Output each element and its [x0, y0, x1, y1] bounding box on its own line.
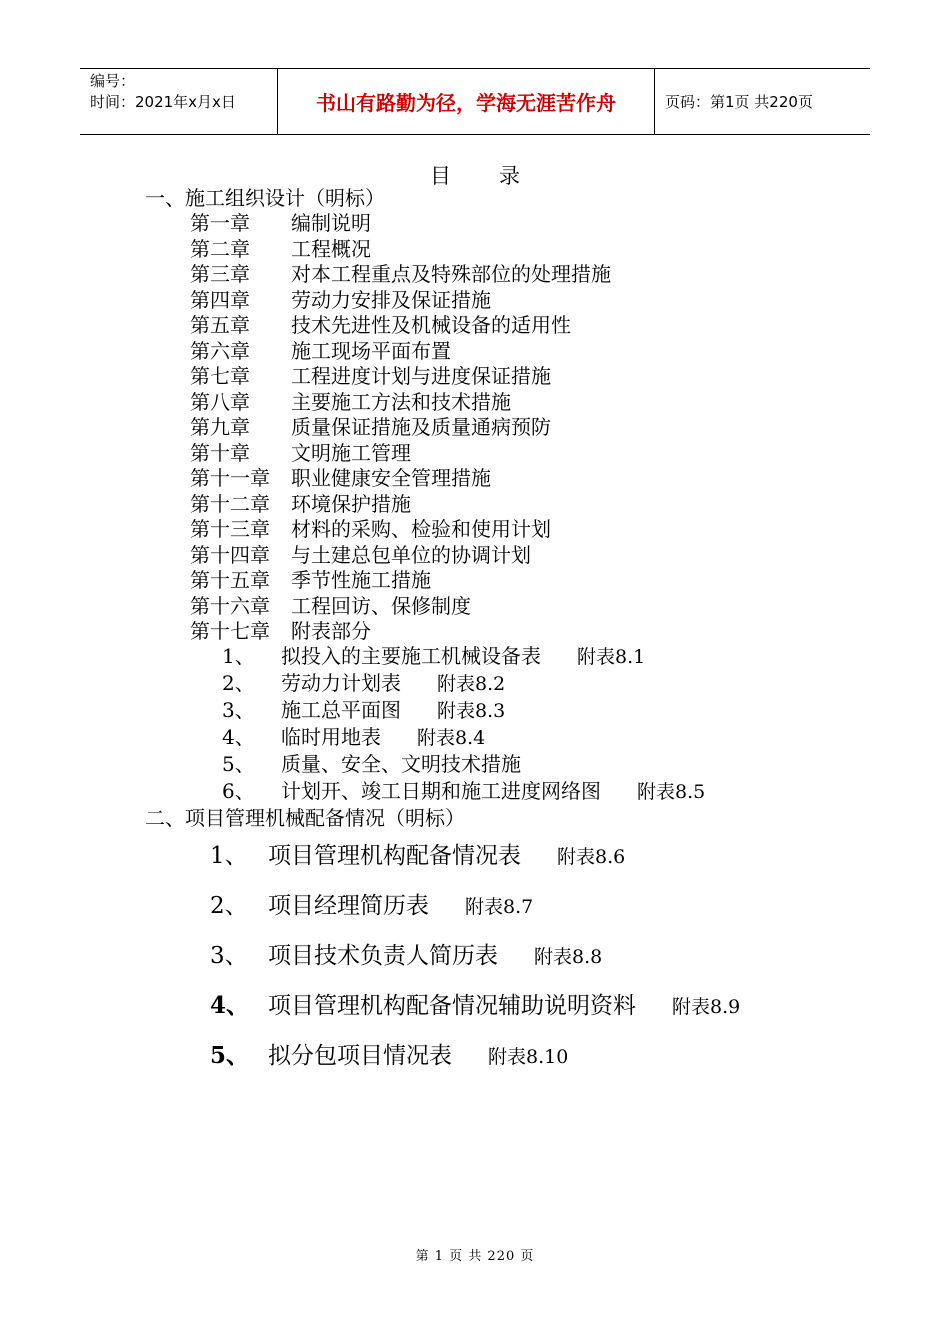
chapter-number: 第六章	[190, 338, 250, 363]
appendix-number: 1、	[222, 644, 255, 668]
chapter-number: 第四章	[190, 287, 250, 312]
chapter-title: 工程概况	[291, 236, 371, 261]
appendix-title	[281, 751, 521, 777]
section-2-title	[268, 891, 533, 922]
chapter-title: 工程进度计划与进度保证措施	[291, 364, 551, 388]
chapter-title: 文明施工管理	[291, 440, 411, 465]
chapter-title: 环境保护措施	[291, 491, 411, 516]
chapter-title: 材料的采购、检验和使用计划	[291, 517, 551, 541]
appendix-title-text: 施工总平面图	[281, 698, 401, 722]
chapter-title: 对本工程重点及特殊部位的处理措施	[291, 262, 611, 286]
appendix-ref: 附表8.1	[577, 646, 646, 668]
chapter-number: 第八章	[190, 389, 250, 414]
appendix-title-text: 临时用地表	[281, 725, 381, 749]
appendix-number: 6、	[222, 779, 255, 803]
appendix-number: 4、	[222, 725, 255, 749]
page-footer: 第 1 页 共 220 页	[415, 1249, 535, 1264]
section-2-number: 4、	[210, 992, 250, 1019]
chapter-number: 第十六章	[190, 593, 270, 618]
section-2-ref: 附表8.7	[465, 896, 534, 918]
appendix-ref: 附表8.5	[637, 781, 706, 803]
toc-title-b: 录	[499, 164, 520, 188]
chapter-number: 第九章	[190, 415, 250, 439]
chapter-title: 与土建总包单位的协调计划	[291, 542, 531, 567]
section-2-number: 1、	[210, 843, 248, 869]
section-2-number: 2、	[210, 893, 248, 919]
section-2-title	[268, 841, 625, 872]
section-2-title	[268, 991, 740, 1022]
page-header	[80, 68, 870, 135]
chapter-number: 第一章	[190, 211, 250, 235]
number-label: 编号：	[90, 72, 136, 90]
section-2-title-text: 项目管理机构配备情况表	[268, 843, 521, 869]
appendix-number: 2、	[222, 671, 255, 695]
appendix-ref: 附表8.3	[437, 700, 506, 722]
chapter-title: 职业健康安全管理措施	[291, 466, 491, 490]
appendix-title-text: 拟投入的主要施工机械设备表	[281, 644, 541, 668]
appendix-title	[281, 643, 645, 670]
section-2-ref: 附表8.9	[672, 996, 741, 1018]
chapter-number: 第十四章	[190, 542, 270, 567]
chapter-title: 主要施工方法和技术措施	[291, 389, 511, 414]
header-left	[80, 69, 278, 134]
section-2-title-text: 项目经理简历表	[268, 893, 429, 919]
chapter-title: 劳动力安排及保证措施	[291, 287, 491, 312]
section-2-heading: 二、项目管理机械配备情况（明标）	[145, 806, 465, 830]
appendix-title	[281, 670, 505, 697]
appendix-number: 5、	[222, 752, 255, 776]
toc-title	[0, 160, 950, 190]
chapter-number: 第十七章	[190, 619, 270, 643]
appendix-ref: 附表8.4	[417, 727, 486, 749]
appendix-title	[281, 697, 505, 724]
appendix-ref: 附表8.2	[437, 673, 506, 695]
section-2-title-text: 拟分包项目情况表	[268, 1043, 452, 1069]
chapter-number: 第十三章	[190, 517, 270, 541]
appendix-title	[281, 724, 485, 751]
section-2-number: 5、	[210, 1042, 250, 1069]
chapter-number: 第十二章	[190, 491, 270, 516]
appendix-title-text: 计划开、竣工日期和施工进度网络图	[281, 779, 601, 803]
chapter-title: 附表部分	[291, 619, 371, 643]
section-2-title	[268, 941, 602, 972]
chapter-title: 季节性施工措施	[291, 568, 431, 592]
chapter-number: 第三章	[190, 262, 250, 286]
toc-title-a: 目	[430, 164, 451, 188]
chapter-number: 第十五章	[190, 568, 270, 592]
header-motto: 书山有路勤为径，学海无涯苦作舟	[278, 69, 655, 134]
appendix-number: 3、	[222, 698, 255, 722]
chapter-number: 第五章	[190, 313, 250, 337]
section-1-heading: 一、施工组织设计（明标）	[145, 186, 385, 210]
section-2-ref: 附表8.10	[488, 1046, 569, 1068]
chapter-number: 第七章	[190, 364, 250, 388]
chapter-title: 技术先进性及机械设备的适用性	[291, 313, 571, 337]
section-2-ref: 附表8.6	[557, 846, 626, 868]
section-2-ref: 附表8.8	[534, 946, 603, 968]
section-2-title-text: 项目管理机构配备情况辅助说明资料	[268, 993, 636, 1019]
time-label: 时间：2021年x月x日	[90, 93, 236, 111]
section-2-title-text: 项目技术负责人简历表	[268, 943, 498, 969]
section-2-number: 3、	[210, 943, 248, 969]
chapter-title: 质量保证措施及质量通病预防	[291, 415, 551, 439]
section-2-title	[268, 1041, 568, 1072]
header-page-info: 页码：第1页 共220页	[665, 93, 813, 111]
appendix-title	[281, 778, 705, 805]
chapter-number: 第十章	[190, 440, 250, 465]
chapter-number: 第十一章	[190, 466, 270, 490]
chapter-title: 施工现场平面布置	[291, 338, 451, 363]
chapter-number: 第二章	[190, 236, 250, 261]
chapter-title: 编制说明	[291, 211, 371, 235]
chapter-title: 工程回访、保修制度	[291, 593, 471, 618]
appendix-title-text: 劳动力计划表	[281, 671, 401, 695]
appendix-title-text: 质量、安全、文明技术措施	[281, 752, 521, 776]
